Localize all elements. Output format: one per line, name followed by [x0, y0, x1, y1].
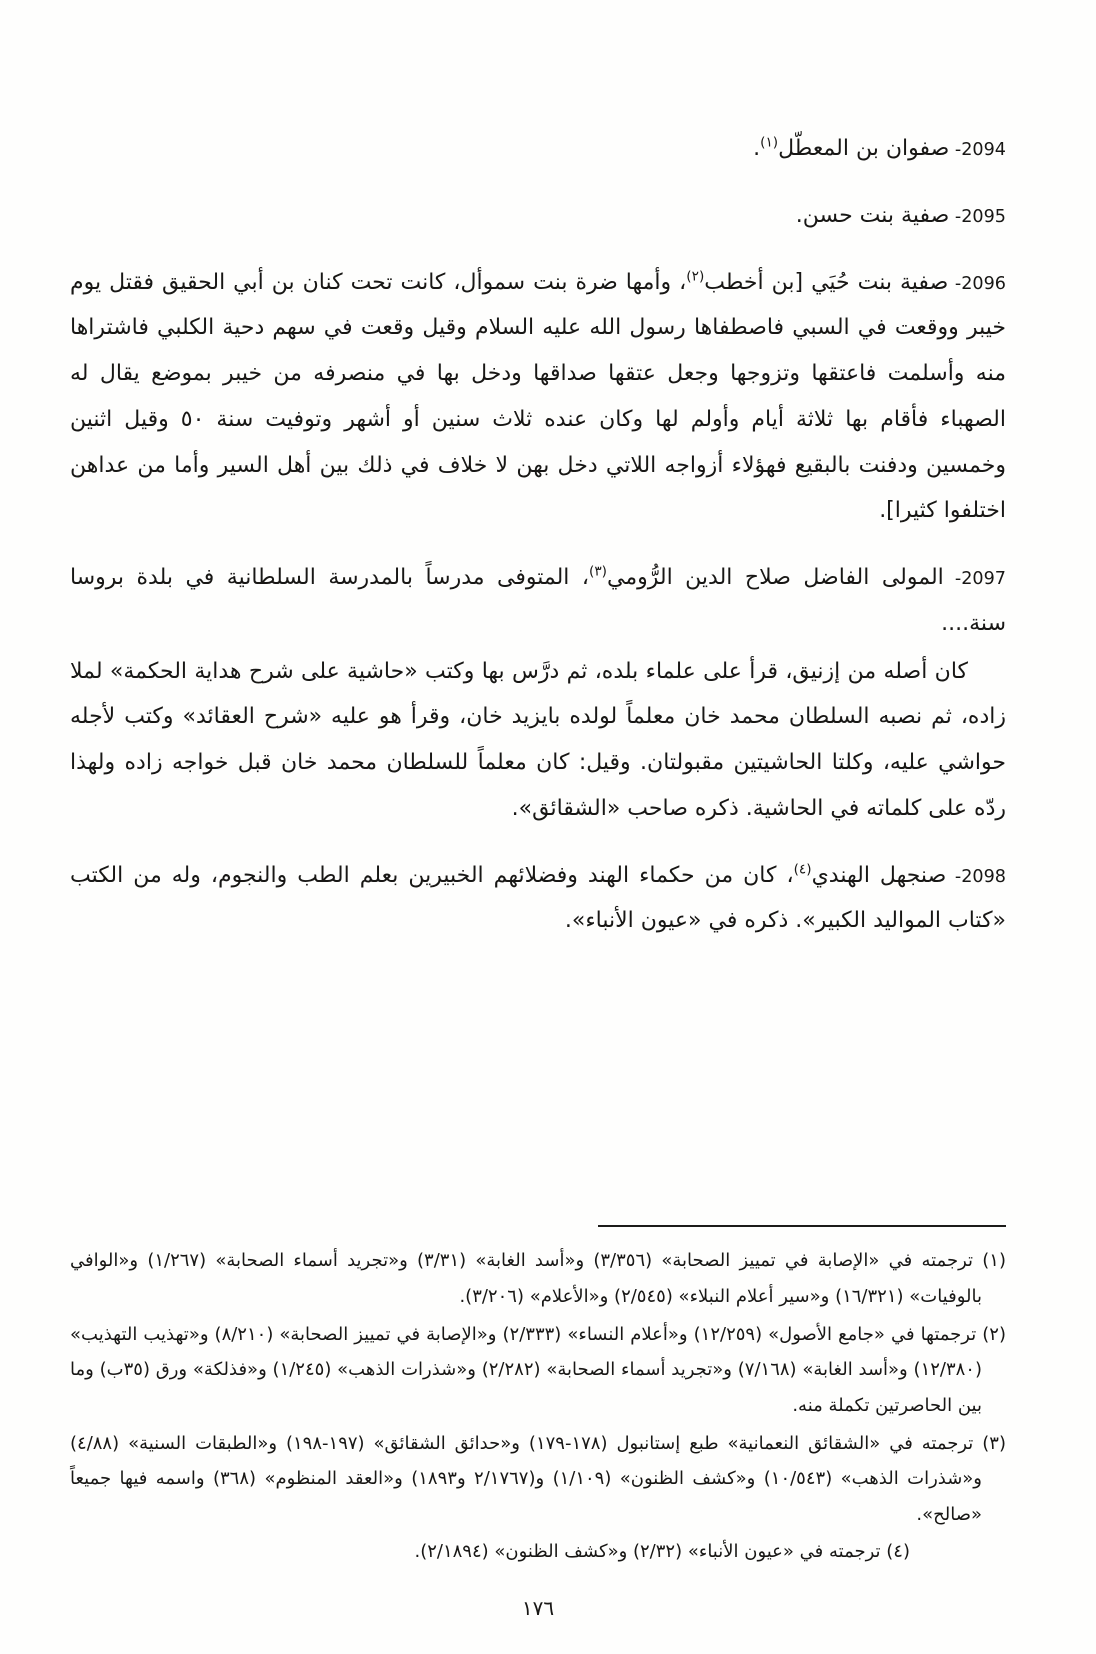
- footnote-ref-1: (١): [760, 134, 779, 151]
- footnote-4: (٤) ترجمته في «عيون الأنباء» (٢/٣٢) و«كشف الظنون» (٢/١٨٩٤).: [414, 1541, 910, 1563]
- entry-number: 2098-: [946, 866, 1006, 887]
- entry-number: 2094-: [949, 140, 1006, 160]
- entry-2096: [70, 260, 1006, 535]
- entry-text: صفية بنت حُيَي [بن أخطب: [704, 269, 949, 295]
- entry-2095: [70, 193, 1006, 239]
- entry-paragraph: [70, 193, 1006, 239]
- entry-2098: [70, 853, 1006, 945]
- entry-paragraph: [70, 555, 1006, 647]
- entry-paragraph-2: كان أصله من إزنيق، قرأ على علماء بلده، ثم درَّس بها وكتب «حاشية على شرح هداية الحكمة» لملا زاده، ثم نصبه السلطان محمد خان معلماً لولده بايزيد خان، وقرأ هو عليه «شرح العقائد» وكتب لأجله حواشي عليه، وكلتا الحاشيتين مقبولتان. وقيل: كان معلماً للسلطان محمد خان قبل خواجه زاده ولهذا ردّه على كلماته في الحاشية. ذكره صاحب «الشقائق».: [70, 658, 1006, 821]
- entry-text-after: .: [753, 136, 761, 161]
- entry-number: 2097-: [943, 569, 1006, 589]
- entry-number: 2096-: [948, 273, 1006, 294]
- entry-text: صفوان بن المعطّل: [778, 136, 950, 161]
- entry-text-after: ، وأمها ضرة بنت سموأل، كانت تحت كنان بن أبي الحقيق فقتل يوم خيبر ووقعت في السبي فاصطفاها رسول الله عليه السلام وقيل وقعت في سهم دحية الكلبي فاشتراها منه وأسلمت فاعتقها وتزوجها وجعل عتقها صداقها ودخل بها في منصرفه من خيبر بموضع يقال له الصهباء فأقام بها ثلاثة أيام وأولم لها وكان عنده ثلاث سنين أو أشهر وتوفيت سنة ٥٠ وقيل اثنين وخمسين ودفنت بالبقيع فهؤلاء أزواجه اللاتي دخل بهن لا خلاف في ذلك بين أهل السير وأما من عداهن اختلفوا كثيرا].: [70, 269, 1006, 524]
- footnote-2: (٢) ترجمتها في «جامع الأصول» (١٢/٢٥٩) و«أعلام النساء» (٢/٣٣٣) و«الإصابة في تمييز الصحابة» (٨/٢١٠) و«تهذيب التهذيب» (١٢/٣٨٠) و«أسد الغابة» (٧/١٦٨) و«تجريد أسماء الصحابة» (٢/٢٨٢) و«شذرات الذهب» (١/٢٤٥) و«فذلكة» ورق (٣٥ب) وما بين الحاصرتين تكملة منه.: [70, 1323, 1006, 1416]
- entry-paragraph: [70, 853, 1006, 945]
- main-text: [70, 126, 1006, 965]
- entry-paragraph: [70, 260, 1006, 535]
- entry-text-after: ، كان من حكماء الهند وفضلائهم الخبيرين بعلم الطب والنجوم، وله من الكتب «كتاب المواليد الكبير». ذكره في «عيون الأنباء».: [70, 862, 1006, 934]
- entry-text: صفية بنت حسن.: [795, 202, 950, 228]
- footnote-1: (١) ترجمته في «الإصابة في تمييز الصحابة» (٣/٣٥٦) و«أسد الغابة» (٣/٣١) و«تجريد أسماء الصحابة» (١/٢٦٧) و«الوافي بالوفيات» (١٦/٣٢١) و«سير أعلام النبلاء» (٢/٥٤٥) و«الأعلام» (٣/٢٠٦).: [70, 1250, 1006, 1307]
- entry-2097: [70, 555, 1006, 832]
- entry-paragraph: [70, 126, 1006, 172]
- footnote-separator: [598, 1225, 1006, 1227]
- footnote-ref-2: (٢): [686, 268, 705, 285]
- entry-2094: [70, 126, 1006, 172]
- entry-text: صنجهل الهندي: [811, 862, 947, 888]
- footnote-ref-4: (٤): [793, 861, 812, 878]
- entry-text-after: ، المتوفى مدرساً بالمدرسة السلطانية في بلدة بروسا سنة....: [70, 565, 1006, 636]
- footnote-ref-3: (٣): [589, 563, 607, 580]
- footnotes-section: [70, 1225, 1006, 1572]
- entry-number: 2095-: [949, 206, 1006, 227]
- page-number: ١٧٦: [521, 1596, 555, 1620]
- footnote-3: (٣) ترجمته في «الشقائق النعمانية» طبع إستانبول (١٧٨-١٧٩) و«حدائق الشقائق» (١٩٧-١٩٨) و«الطبقات السنية» (٤/٨٨) و«شذرات الذهب» (١٠/٥٤٣) و«كشف الظنون» (١/١٠٩) و(٢/١٧٦٧ و١٨٩٣) و«العقد المنظوم» (٣٦٨) واسمه فيها جميعاً «صالح».: [70, 1432, 1006, 1525]
- entry-text: المولى الفاضل صلاح الدين الرُّومي: [606, 565, 944, 590]
